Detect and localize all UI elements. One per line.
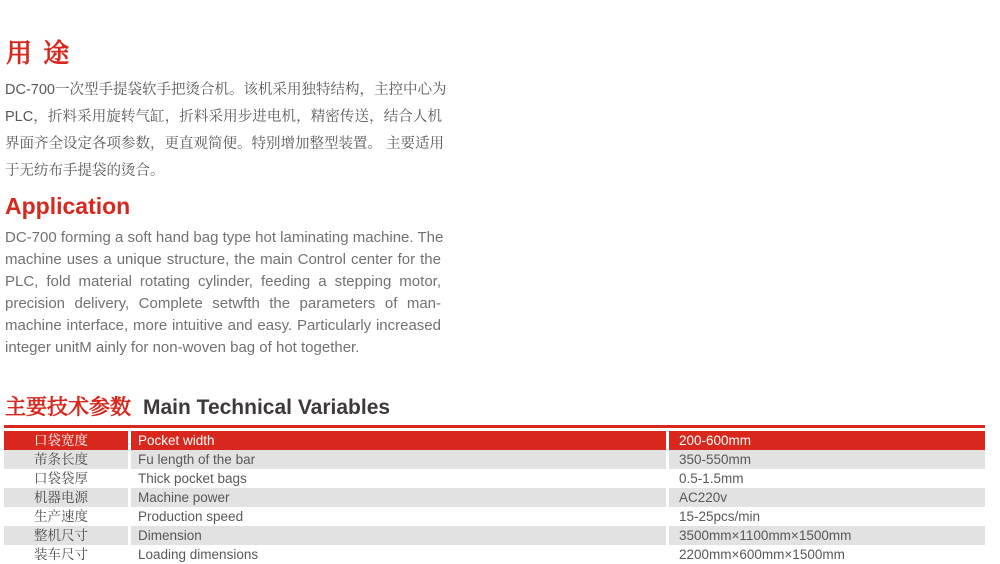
cell-parameter-cn: 口袋宽度 (4, 431, 128, 450)
usage-paragraph-line: PLC，折料采用旋转气缸，折料采用步进电机，精密传送，结合人机 (5, 109, 442, 125)
application-paragraph-line: integer unitM ainly for non-woven bag of hot together. (5, 339, 360, 356)
cell-parameter-en: Production speed (131, 507, 666, 526)
cell-parameter-cn: 口袋袋厚 (4, 469, 128, 488)
cell-parameter-value: AC220v (669, 488, 985, 507)
cell-parameter-cn: 生产速度 (4, 507, 128, 526)
cell-parameter-value: 0.5-1.5mm (669, 469, 985, 488)
usage-paragraph-line: 界面齐全设定各项参数，更直观简便。特别增加整型装置。 主要适用 (5, 136, 445, 152)
tech-heading-chinese: 主要技术参数 (5, 396, 131, 419)
tech-section-heading (5, 391, 390, 421)
usage-section-title: 用 途 (6, 38, 72, 68)
tech-heading-english: Main Technical Variables (143, 396, 391, 419)
cell-parameter-en: Thick pocket bags (131, 469, 666, 488)
application-paragraph-line: precision delivery, Complete setwfth the parameters of man- (5, 295, 441, 312)
application-paragraph-line: machine uses a unique structure, the main Control center for the (5, 251, 441, 268)
application-section-title: Application (5, 193, 131, 219)
usage-paragraph-line: DC-700一次型手提袋软手把烫合机。该机采用独特结构，主控中心为 (5, 82, 447, 98)
table-row (4, 469, 985, 488)
cell-parameter-cn: 整机尺寸 (4, 526, 128, 545)
application-paragraph-line: PLC, fold material rotating cylinder, feeding a stepping motor, (5, 273, 441, 290)
cell-parameter-value: 350-550mm (669, 450, 985, 469)
application-paragraph-line: DC-700 forming a soft hand bag type hot laminating machine. The (5, 229, 444, 246)
table-row (4, 488, 985, 507)
cell-parameter-en: Pocket width (131, 431, 666, 450)
application-paragraph-line: machine interface, more intuitive and easy. Particularly increased (5, 317, 441, 334)
cell-parameter-value: 3500mm×1100mm×1500mm (669, 526, 985, 545)
table-row (4, 450, 985, 469)
cell-parameter-cn: 机器电源 (4, 488, 128, 507)
cell-parameter-cn: 芾条长度 (4, 450, 128, 469)
table-row (4, 431, 985, 450)
usage-paragraph (5, 77, 447, 185)
cell-parameter-en: Loading dimensions (131, 545, 666, 564)
cell-parameter-en: Fu length of the bar (131, 450, 666, 469)
cell-parameter-en: Dimension (131, 526, 666, 545)
spec-table-body (4, 431, 985, 564)
spec-table (4, 425, 985, 564)
usage-paragraph-line: 于无纺布手提袋的烫合。 (5, 163, 165, 179)
table-row (4, 545, 985, 564)
cell-parameter-value: 2200mm×600mm×1500mm (669, 545, 985, 564)
cell-parameter-value: 15-25pcs/min (669, 507, 985, 526)
table-row (4, 526, 985, 545)
application-paragraph (5, 227, 444, 359)
cell-parameter-en: Machine power (131, 488, 666, 507)
table-row (4, 507, 985, 526)
cell-parameter-value: 200-600mm (669, 431, 985, 450)
cell-parameter-cn: 装车尺寸 (4, 545, 128, 564)
table-top-rule (4, 425, 985, 428)
